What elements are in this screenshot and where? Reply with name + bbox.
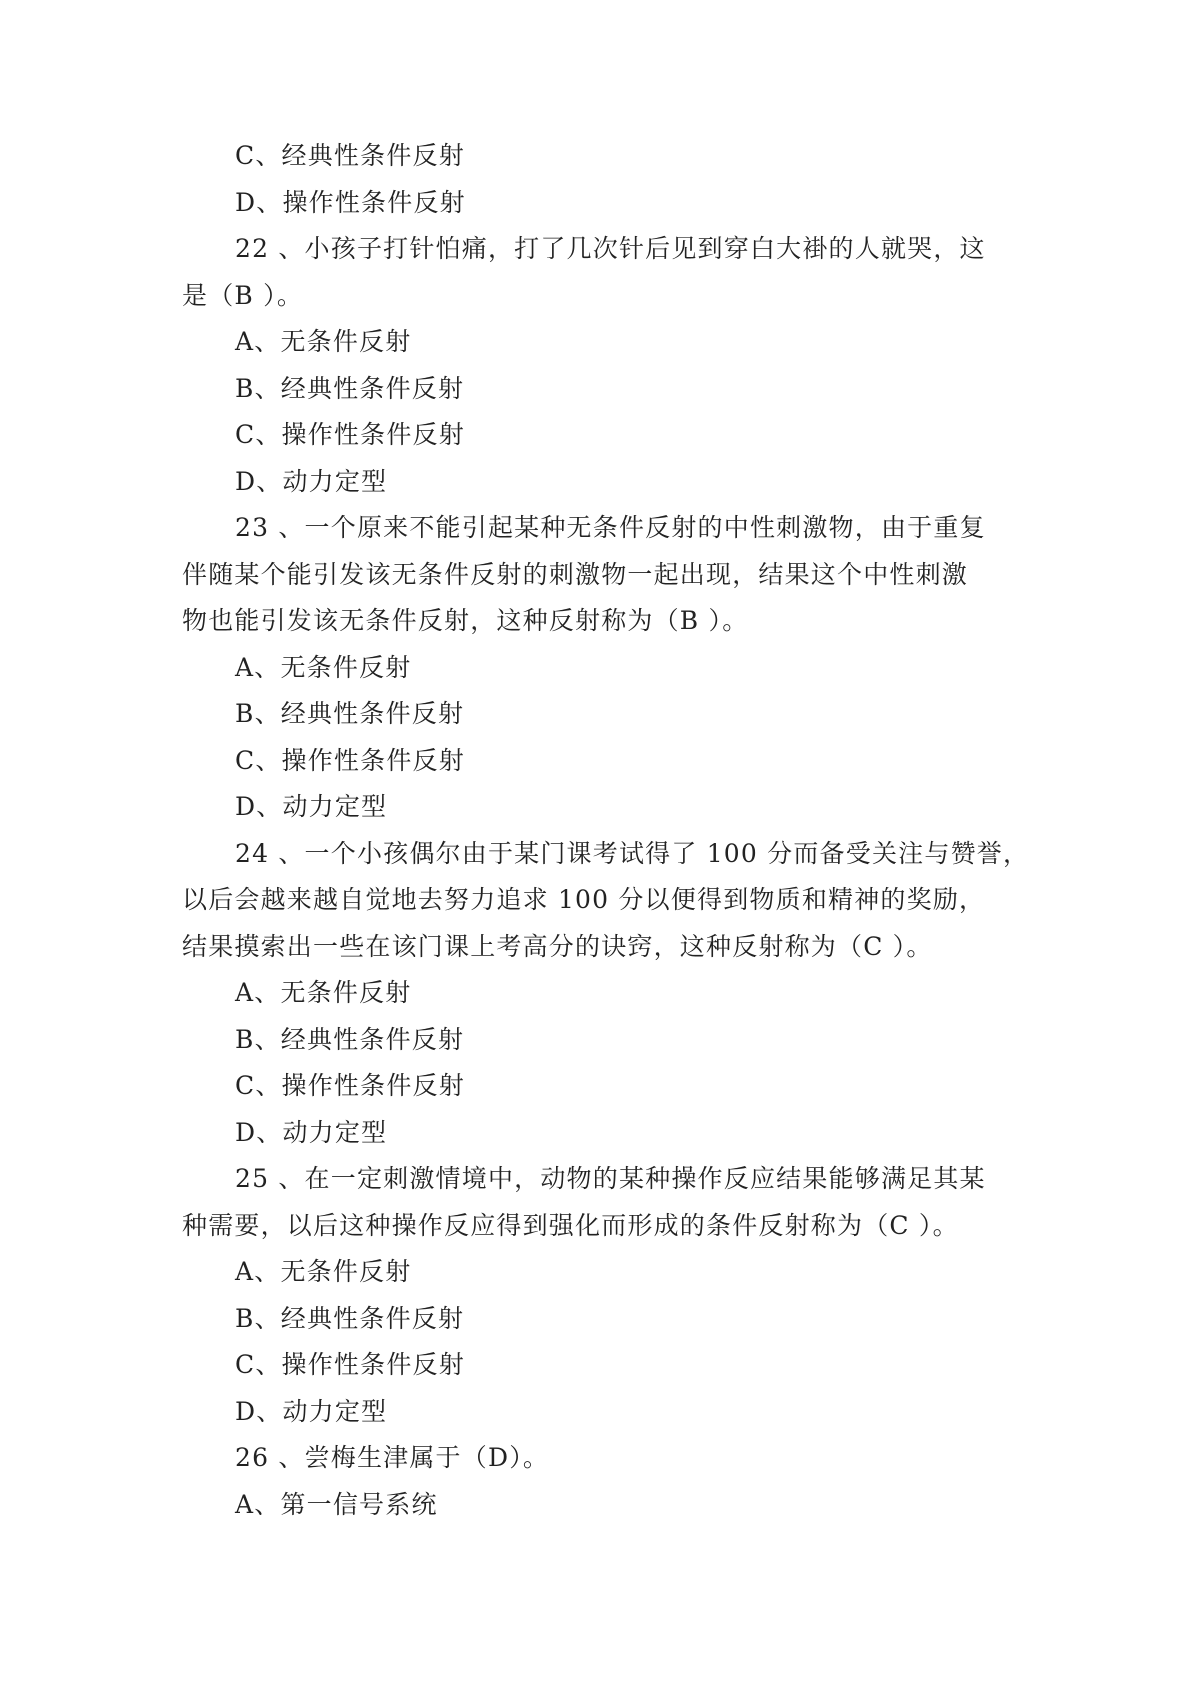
question-26-text: 26 、尝梅生津属于（D）。: [235, 1443, 550, 1472]
option-line: A、无条件反射: [235, 327, 412, 356]
option-line: A、无条件反射: [235, 1257, 412, 1286]
option-line: C、操作性条件反射: [235, 420, 465, 449]
option-line: D、动力定型: [235, 466, 388, 496]
question-24-text-cont: 以后会越来越自觉地去努力追求 100 分以便得到物质和精神的奖励，: [182, 885, 986, 914]
option-line: A、第一信号系统: [235, 1489, 438, 1519]
option-line: D、操作性条件反射: [235, 187, 466, 217]
question-23-text-cont: 物也能引发该无条件反射，这种反射称为（B ）。: [182, 606, 749, 635]
option-line: D、动力定型: [235, 792, 388, 821]
option-line: C、操作性条件反射: [235, 1350, 465, 1379]
option-line: B、经典性条件反射: [235, 1024, 465, 1054]
option-line: B、经典性条件反射: [235, 373, 465, 403]
question-22-text: 22 、小孩子打针怕痛，打了几次针后见到穿白大褂的人就哭，这: [235, 234, 986, 263]
option-line: D、动力定型: [235, 1396, 388, 1426]
question-23-text: 23 、一个原来不能引起某种无条件反射的中性刺激物，由于重复: [235, 513, 986, 542]
question-23-text-cont: 伴随某个能引发该无条件反射的刺激物一起出现，结果这个中性刺激: [182, 559, 969, 589]
question-24-text: 24 、一个小孩偶尔由于某门课考试得了 100 分而备受关注与赞誉，: [235, 838, 1030, 868]
question-25-text-cont: 种需要，以后这种操作反应得到强化而形成的条件反射称为（C ）。: [182, 1210, 959, 1240]
question-list: [182, 133, 1030, 1528]
option-line: A、无条件反射: [235, 978, 412, 1007]
question-24-text-cont: 结果摸索出一些在该门课上考高分的诀窍，这种反射称为（C ）。: [182, 931, 933, 961]
option-line: B、经典性条件反射: [235, 699, 465, 728]
option-line: B、经典性条件反射: [235, 1303, 465, 1333]
option-line: C、操作性条件反射: [235, 1071, 465, 1100]
question-25-text: 25 、在一定刺激情境中，动物的某种操作反应结果能够满足其某: [235, 1164, 986, 1193]
option-line: D、动力定型: [235, 1117, 388, 1147]
option-line: A、无条件反射: [235, 652, 412, 682]
option-line: C、操作性条件反射: [235, 745, 465, 775]
option-line: C、经典性条件反射: [235, 141, 465, 170]
question-22-text-cont: 是（B ）。: [182, 280, 304, 310]
